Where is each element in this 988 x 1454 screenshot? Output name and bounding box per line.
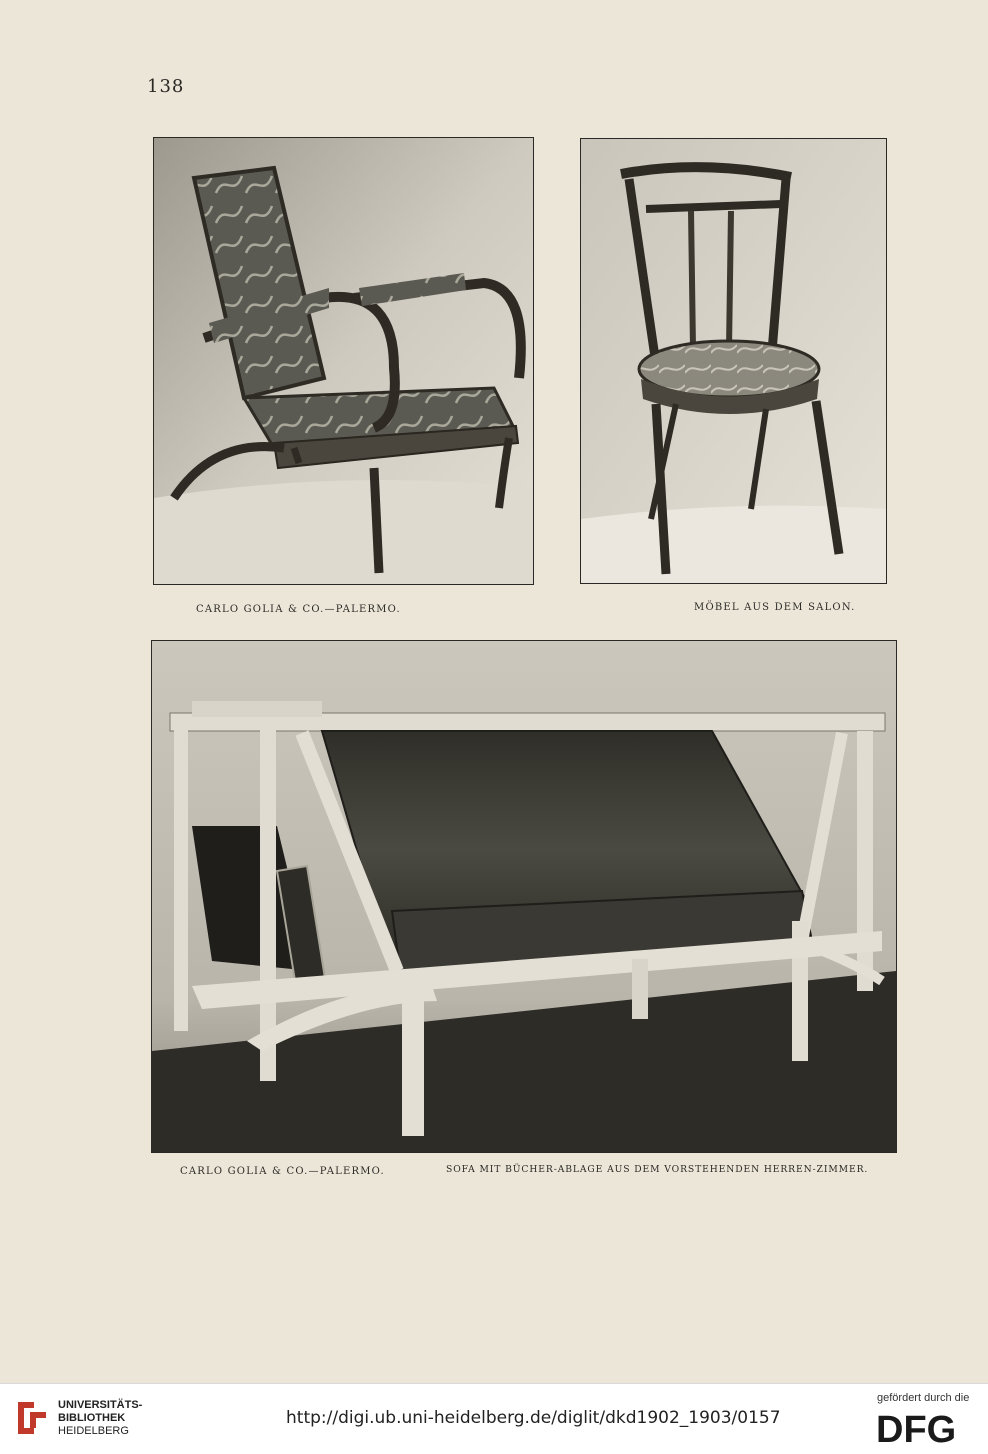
permalink-url[interactable]: http://digi.ub.uni-heidelberg.de/diglit/dkd1902_1903/0157 bbox=[286, 1408, 781, 1428]
library-logo-icon bbox=[12, 1398, 52, 1438]
caption-armchair: CARLO GOLIA & CO.—PALERMO. bbox=[196, 604, 401, 615]
caption-salon-furniture: MÖBEL AUS DEM SALON. bbox=[694, 602, 856, 613]
armchair-photo bbox=[153, 137, 534, 585]
library-line-3: HEIDELBERG bbox=[58, 1425, 129, 1437]
funded-by-label: gefördert durch die bbox=[877, 1392, 970, 1404]
library-name bbox=[58, 1399, 142, 1438]
dfg-logo-text: DFG bbox=[876, 1409, 957, 1448]
library-footer bbox=[0, 1383, 988, 1454]
sofa-photo bbox=[151, 640, 897, 1153]
caption-sofa-maker: CARLO GOLIA & CO.—PALERMO. bbox=[180, 1166, 385, 1177]
library-line-2: BIBLIOTHEK bbox=[58, 1412, 126, 1424]
chair-photo bbox=[580, 138, 887, 584]
page-number: 138 bbox=[147, 76, 185, 97]
library-line-1: UNIVERSITÄTS- bbox=[58, 1399, 143, 1411]
caption-sofa-description: SOFA MIT BÜCHER-ABLAGE AUS DEM VORSTEHENDEN HERREN-ZIMMER. bbox=[446, 1164, 869, 1175]
dfg-logo bbox=[876, 1408, 976, 1448]
